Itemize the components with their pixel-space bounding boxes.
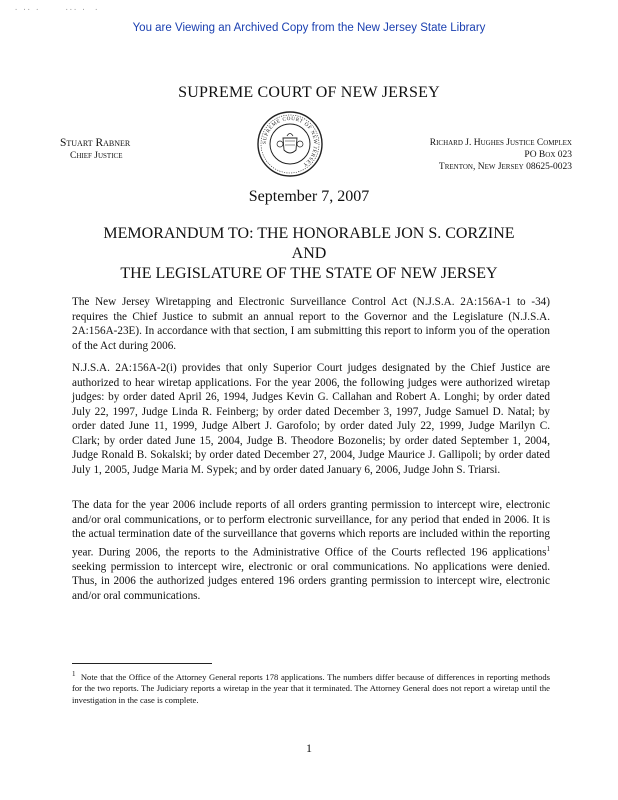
memo-heading xyxy=(0,224,618,284)
footnote xyxy=(72,669,550,706)
header-right xyxy=(400,137,572,173)
memo-line-1: MEMORANDUM TO: THE HONORABLE JON S. CORZINE xyxy=(103,225,515,242)
archive-banner: You are Viewing an Archived Copy from the New Jersey State Library xyxy=(132,22,486,34)
memo-date: September 7, 2007 xyxy=(248,188,370,205)
paragraph-3 xyxy=(72,498,550,603)
header-left xyxy=(60,137,130,163)
address-line-2: PO Box 023 xyxy=(524,150,572,160)
memo-line-3: THE LEGISLATURE OF THE STATE OF NEW JERSEY xyxy=(120,265,498,282)
memo-line-2: AND xyxy=(291,245,327,262)
paragraph-3-part-1: The data for the year 2006 include reports of all orders granting permission to intercept wire, electronic and/or oral communications, or to perform electronic surveillance, for any period that ended in 2006. It is the actual termination date of the surveillance that governs which reports are included within the reporting year. During 2006, the reports to the Administrative Office of the Courts reflected 196 applications xyxy=(72,499,550,559)
seal-text: SUPREME COURT OF NEW JERSEY xyxy=(261,115,319,168)
court-title: SUPREME COURT OF NEW JERSEY xyxy=(178,84,440,101)
chief-justice-name: Stuart Rabner xyxy=(60,137,131,149)
seal-icon xyxy=(256,110,324,178)
court-seal xyxy=(256,110,324,178)
address-line-1: Richard J. Hughes Justice Complex xyxy=(429,138,572,148)
scan-marks: · ·· · ··· · · xyxy=(14,6,99,14)
footnote-text: Note that the Office of the Attorney General reports 178 applications. The numbers differ because of differences in reporting methods for the two reports. The Judiciary reports a wiretap in the year that it terminated. The Attorney General does not report a wiretap until the investigation in the case is complete. xyxy=(72,671,550,705)
paragraph-3-part-2: seeking permission to intercept wire, electronic or oral communications. No applications were denied. Thus, in 2006 the authorized judges entered 196 orders granting permission to intercept wire, electronic and/or oral communications. xyxy=(72,560,550,602)
footnote-divider xyxy=(72,663,212,664)
paragraph-2: N.J.S.A. 2A:156A-2(i) provides that only Superior Court judges designated by the Chief Justice are authorized to hear wiretap applications. For the year 2006, the following judges were authorized wiretap judges: by order dated April 26, 1994, Judges Kevin G. Callahan and Robert A. Longhi; by order dated July 22, 1997, Judge Linda R. Feinberg; by order dated December 3, 1997, Judge Samuel D. Natal; by order dated June 11, 1999, Judge Albert J. Garofolo; by order dated July 22, 1999, Judge Marilyn C. Clark; by order dated June 15, 2004, Judge B. Theodore Bozonelis; by order dated September 1, 2004, Judge Ronald B. Sokalski; by order dated December 27, 2004, Judge Maurice J. Gallipoli; by order dated July 1, 2005, Judge Maria M. Sypek; and by order dated January 6, 2006, Judge John S. Triarsi. xyxy=(72,362,550,476)
address-line-3: Trenton, New Jersey 08625-0023 xyxy=(438,162,572,172)
chief-justice-title: Chief Justice xyxy=(70,151,123,161)
page-number: 1 xyxy=(306,741,312,755)
footnote-reference[interactable]: 1 xyxy=(546,544,550,553)
footnote-marker: 1 xyxy=(72,670,76,678)
paragraph-1: The New Jersey Wiretapping and Electronic Surveillance Control Act (N.J.S.A. 2A:156A-1 to -34) requires the Chief Justice to submit an annual report to the Governor and the Legislature (N.J.S.A. 2A:156A-23E). In accordance with that section, I am submitting this report to inform you of the operation of the Act during 2006. xyxy=(72,296,550,352)
